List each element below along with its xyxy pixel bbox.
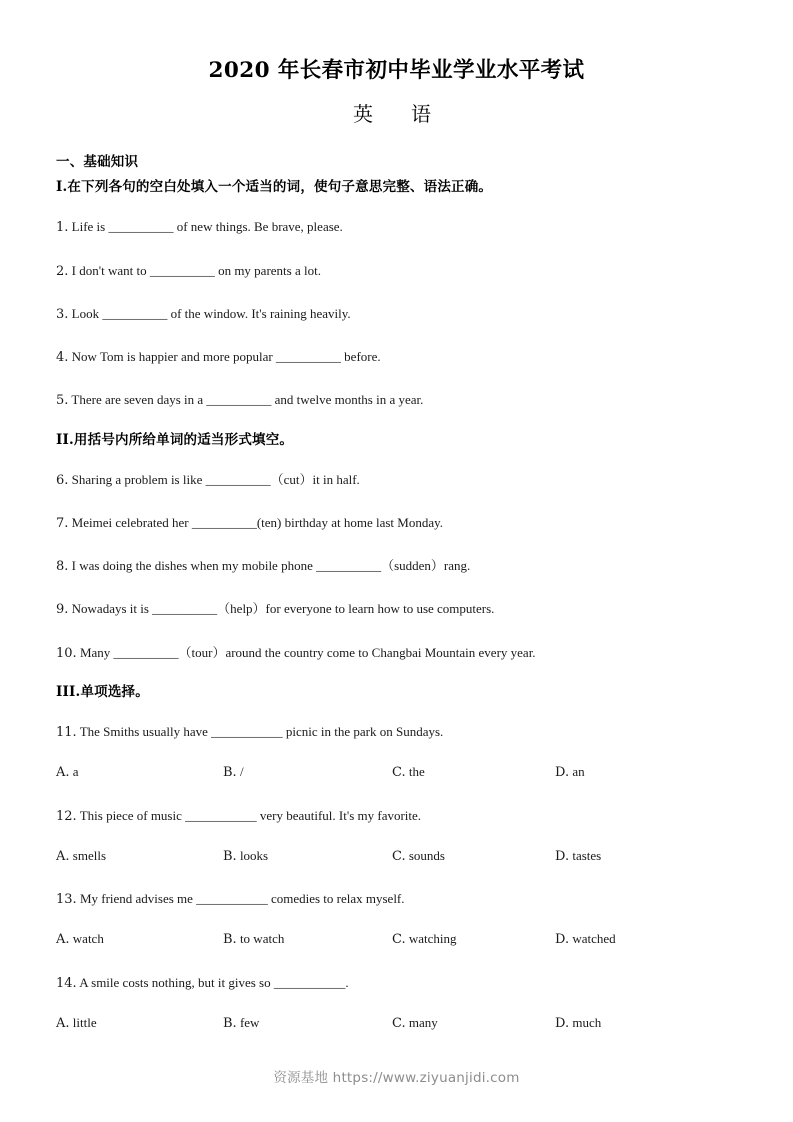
section-heading-basics: 一、基础知识 xyxy=(56,153,139,170)
question-14-options xyxy=(56,992,737,1032)
question-9-number: 9. xyxy=(56,602,69,618)
question-11-option-a[interactable] xyxy=(56,764,223,781)
question-11 xyxy=(56,700,737,741)
question-14 xyxy=(56,949,737,992)
question-1-text: Life is __________ of new things. Be brave, please. xyxy=(68,219,343,235)
question-11-options xyxy=(56,741,737,781)
option-text: sounds xyxy=(405,847,445,863)
question-13-option-c[interactable] xyxy=(392,931,555,948)
question-7-text: Meimei celebrated her __________(ten) birthday at home last Monday. xyxy=(68,514,444,530)
option-text: to watch xyxy=(236,931,285,947)
option-text: much xyxy=(569,1014,602,1030)
option-letter: C. xyxy=(392,1015,406,1031)
question-1-number: 1. xyxy=(56,220,69,236)
question-13-text: My friend advises me ___________ comedies to relax myself. xyxy=(76,891,405,907)
question-9-text: Nowadays it is __________（help）for everyone to learn how to use computers. xyxy=(68,601,495,617)
question-9 xyxy=(56,575,737,618)
question-8-number: 8. xyxy=(56,559,69,575)
question-1 xyxy=(56,195,737,236)
question-5-text: There are seven days in a __________ and twelve months in a year. xyxy=(68,392,424,408)
question-12-option-b[interactable] xyxy=(223,848,392,865)
page-title: 2020 年长春市初中毕业学业水平考试 xyxy=(208,58,585,83)
question-12-option-c[interactable] xyxy=(392,848,555,865)
question-14-option-b[interactable] xyxy=(223,1015,392,1032)
question-13-option-b[interactable] xyxy=(223,931,392,948)
question-5 xyxy=(56,366,737,409)
question-4 xyxy=(56,323,737,366)
subject-subtitle: 英 语 xyxy=(353,101,440,126)
question-13 xyxy=(56,865,737,908)
question-14-text: A smile costs nothing, but it gives so ___________. xyxy=(76,974,349,990)
option-text: tastes xyxy=(569,847,602,863)
question-8-text: I was doing the dishes when my mobile phone __________（sudden）rang. xyxy=(68,558,471,574)
option-letter: D. xyxy=(555,1015,570,1031)
option-letter: B. xyxy=(223,932,237,948)
question-12 xyxy=(56,782,737,825)
question-10 xyxy=(56,619,737,662)
option-letter: B. xyxy=(223,848,237,864)
part-heading-2: II.用括号内所给单词的适当形式填空。 xyxy=(56,431,294,448)
question-4-text: Now Tom is happier and more popular __________ before. xyxy=(68,349,381,364)
question-14-option-c[interactable] xyxy=(392,1015,555,1032)
question-12-options xyxy=(56,825,737,865)
question-12-number: 12. xyxy=(56,808,77,824)
footer-watermark: 资源基地 https://www.ziyuanjidi.com xyxy=(273,1070,520,1086)
question-2-text: I don't want to __________ on my parents a lot. xyxy=(68,262,321,278)
option-letter: C. xyxy=(392,848,406,864)
question-13-option-a[interactable] xyxy=(56,931,223,948)
option-letter: D. xyxy=(555,848,570,864)
question-13-number: 13. xyxy=(56,892,77,908)
question-3 xyxy=(56,280,737,323)
option-text: watching xyxy=(405,931,457,947)
question-3-text: Look __________ of the window. It's raining heavily. xyxy=(68,305,351,321)
question-12-option-d[interactable] xyxy=(555,848,601,865)
question-10-number: 10. xyxy=(56,645,77,661)
question-10-text: Many __________（tour）around the country come to Changbai Mountain every year. xyxy=(76,644,536,660)
question-7 xyxy=(56,489,737,532)
question-4-number: 4. xyxy=(56,350,69,365)
part-heading-1: I.在下列各句的空白处填入一个适当的词，使句子意思完整、语法正确。 xyxy=(56,179,493,196)
option-letter: A. xyxy=(56,765,70,781)
question-8 xyxy=(56,532,737,575)
option-text: a xyxy=(69,764,79,780)
question-6-number: 6. xyxy=(56,472,69,488)
question-2 xyxy=(56,237,737,280)
question-13-options xyxy=(56,908,737,948)
option-letter: C. xyxy=(392,932,406,948)
option-text: few xyxy=(236,1014,260,1030)
option-letter: B. xyxy=(223,765,237,781)
question-5-number: 5. xyxy=(56,393,69,409)
question-12-text: This piece of music ___________ very beautiful. It's my favorite. xyxy=(76,807,422,823)
option-letter: A. xyxy=(56,848,70,864)
option-text: many xyxy=(405,1014,438,1030)
question-11-number: 11. xyxy=(56,725,77,741)
question-13-option-d[interactable] xyxy=(555,931,616,948)
question-14-option-a[interactable] xyxy=(56,1015,223,1032)
question-11-text: The Smiths usually have ___________ picnic in the park on Sundays. xyxy=(76,724,444,740)
question-14-number: 14. xyxy=(56,975,77,991)
question-7-number: 7. xyxy=(56,515,69,531)
question-6-text: Sharing a problem is like __________（cut）it in half. xyxy=(68,471,360,487)
question-12-option-a[interactable] xyxy=(56,848,223,865)
option-letter: A. xyxy=(56,932,70,948)
option-text: looks xyxy=(236,847,269,863)
option-letter: D. xyxy=(555,932,570,948)
question-11-option-c[interactable] xyxy=(392,764,555,781)
option-letter: B. xyxy=(223,1015,237,1031)
question-14-option-d[interactable] xyxy=(555,1015,601,1032)
option-text: an xyxy=(569,764,585,780)
question-2-number: 2. xyxy=(56,263,69,279)
option-letter: D. xyxy=(555,765,570,781)
option-letter: A. xyxy=(56,1015,70,1031)
option-text: watch xyxy=(69,931,104,947)
part-heading-3: III.单项选择。 xyxy=(56,683,149,700)
option-text: smells xyxy=(69,847,107,863)
option-text: the xyxy=(405,764,425,780)
option-text: watched xyxy=(569,931,616,947)
option-letter: C. xyxy=(392,765,406,781)
question-11-option-b[interactable] xyxy=(223,764,392,781)
question-6 xyxy=(56,448,737,489)
option-text: / xyxy=(236,764,244,780)
question-3-number: 3. xyxy=(56,306,69,322)
option-text: little xyxy=(69,1014,97,1030)
question-11-option-d[interactable] xyxy=(555,764,585,781)
